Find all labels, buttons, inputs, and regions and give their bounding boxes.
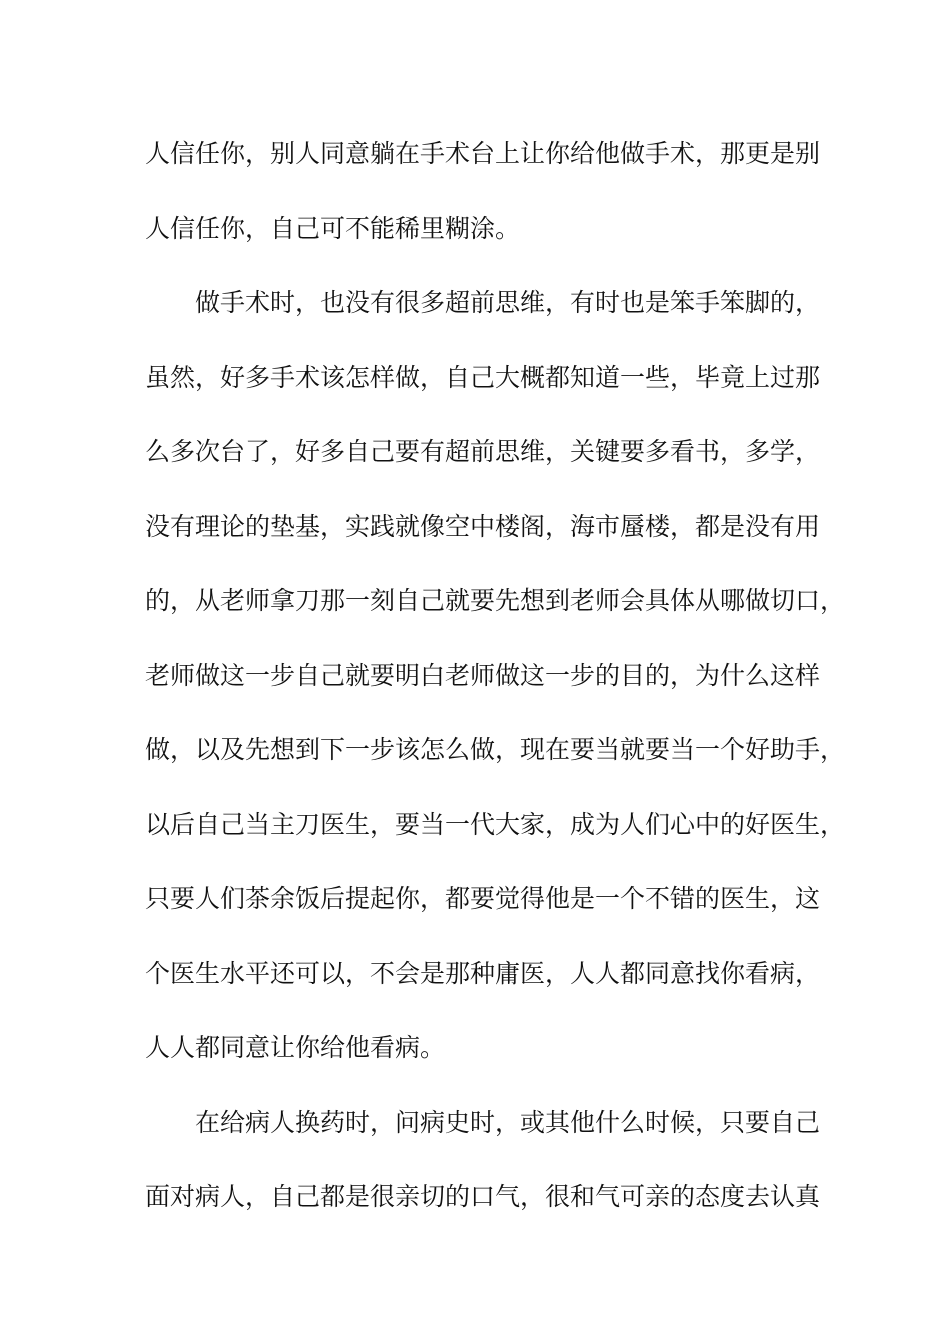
text-line: 么多次台了，好多自己要有超前思维，关键要多看书，多学， — [145, 437, 821, 466]
text-line: 人信任你，别人同意躺在手术台上让你给他做手术，那更是别 — [145, 139, 821, 168]
paragraph-start-line: 做手术时，也没有很多超前思维，有时也是笨手笨脚的， — [195, 288, 821, 317]
text-line: 个医生水平还可以，不会是那种庸医，人人都同意找你看病， — [145, 958, 821, 988]
text-line: 人人都同意让你给他看病。 — [145, 1033, 446, 1062]
text-line: 做，以及先想到下一步该怎么做，现在要当就要当一个好助手， — [145, 735, 846, 764]
text-line: 以后自己当主刀医生，要当一代大家，成为人们心中的好医生， — [145, 809, 846, 839]
body-text — [145, 130, 846, 1248]
text-line: 人信任你，自己可不能稀里糊涂。 — [145, 213, 521, 243]
text-line: 虽然，好多手术该怎样做，自己大概都知道一些，毕竟上过那 — [145, 362, 821, 392]
paragraph-start-line: 在给病人换药时，问病史时，或其他什么时候，只要自己 — [195, 1107, 821, 1137]
text-line: 没有理论的垫基，实践就像空中楼阁，海市蜃楼，都是没有用 — [145, 511, 821, 541]
text-line: 的，从老师拿刀那一刻自己就要先想到老师会具体从哪做切口， — [145, 586, 846, 615]
text-line: 面对病人，自己都是很亲切的口气，很和气可亲的态度去认真 — [145, 1182, 821, 1211]
text-line: 只要人们茶余饭后提起你，都要觉得他是一个不错的医生，这 — [145, 884, 821, 913]
text-line: 老师做这一步自己就要明白老师做这一步的目的，为什么这样 — [145, 660, 821, 690]
